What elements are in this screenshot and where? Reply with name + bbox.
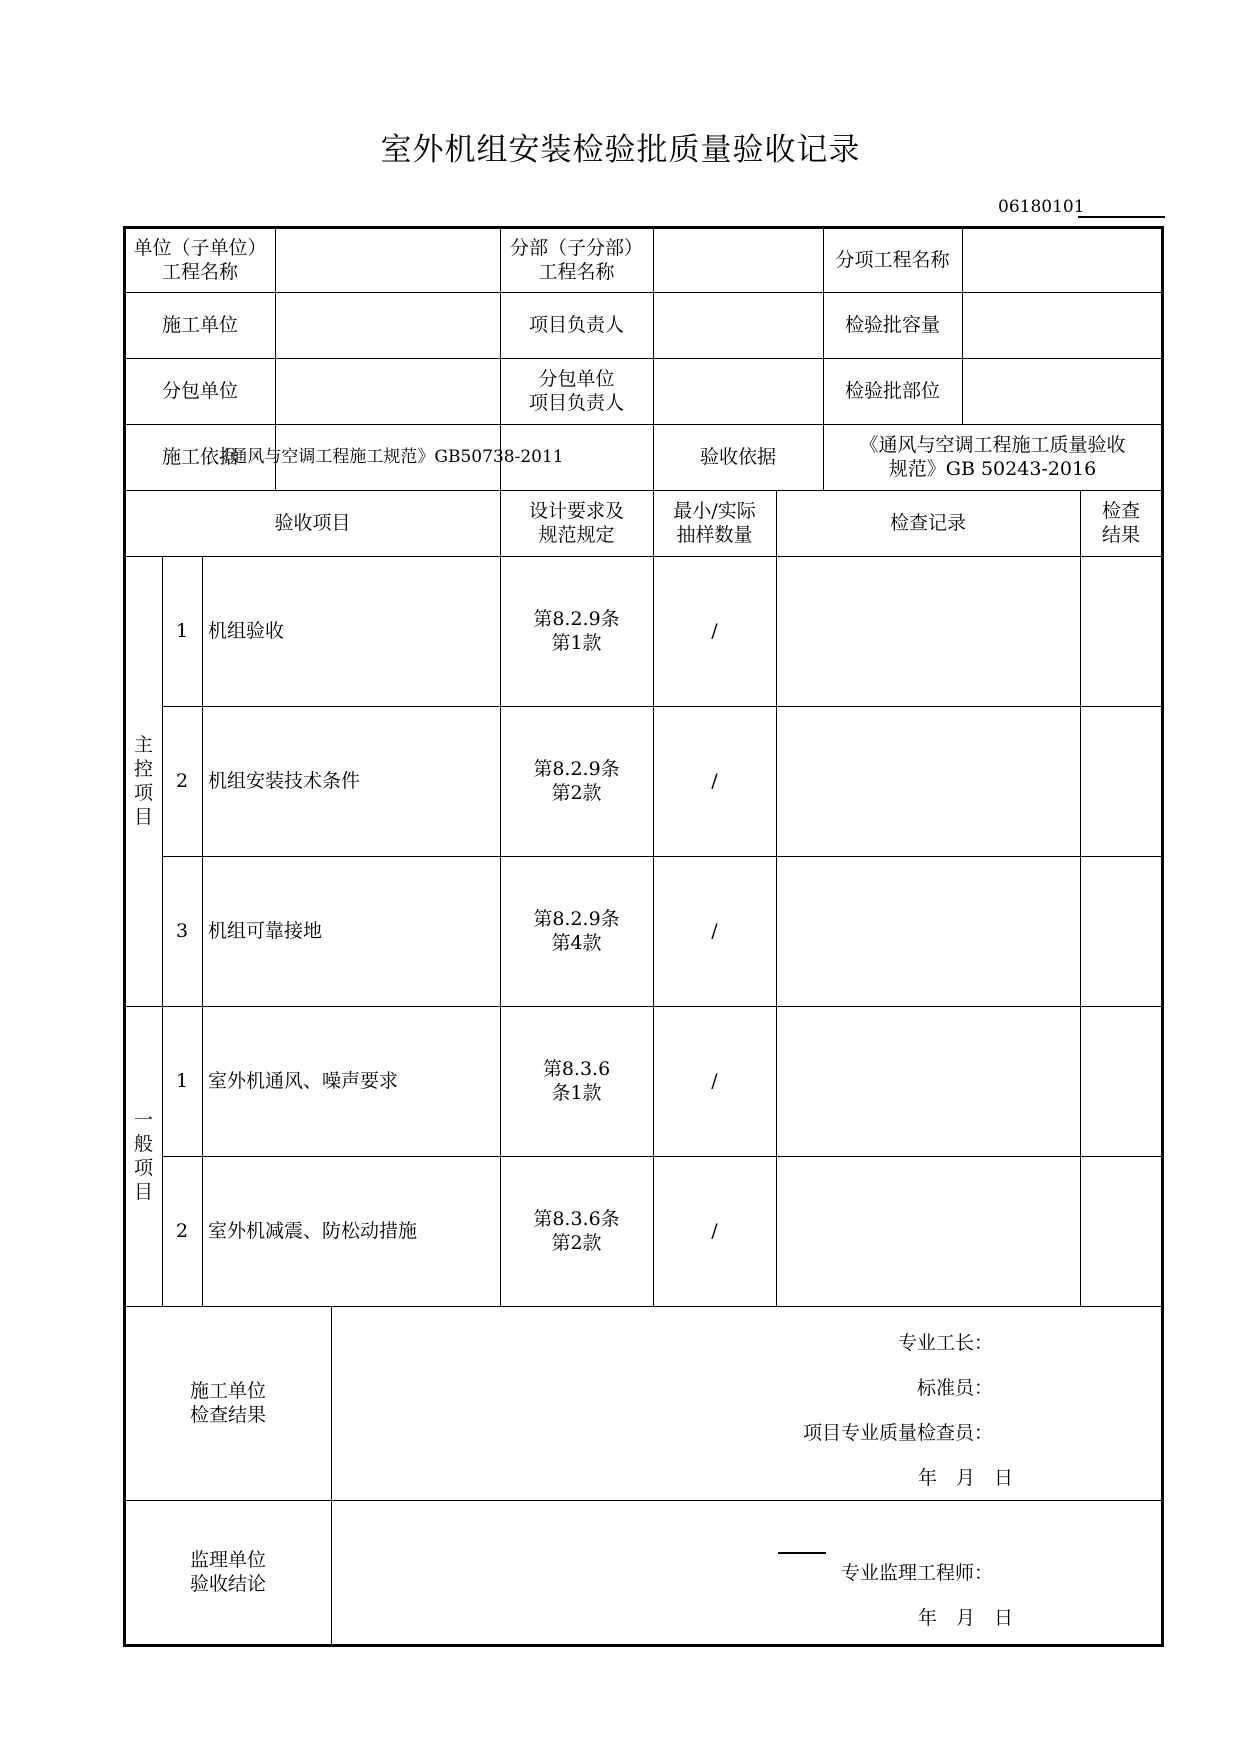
row-sample: / (711, 1070, 718, 1092)
batch-location-label: 检验批部位 (844, 380, 940, 402)
construction-date: 年 月 日 (917, 1467, 1013, 1489)
row-number: 2 (175, 1220, 189, 1242)
supervision-engineer-label: 专业监理工程师： (840, 1562, 993, 1584)
row-item: 室外机减震、防松动措施 (208, 1220, 418, 1242)
acceptance-basis-value: 《通风与空调工程施工质量验收 规范》GB 50243-2016 (859, 434, 1126, 480)
signature-line (778, 1552, 826, 1554)
batch-location-value[interactable] (962, 358, 1162, 424)
sub-division-label: 分部（子分部） 工程名称 (509, 237, 643, 283)
row-record[interactable] (776, 856, 1080, 1006)
row-sample: / (711, 770, 718, 792)
sub-division-value[interactable] (653, 228, 823, 292)
form-title: 室外机组安装检验批质量验收记录 (380, 132, 861, 168)
row-result[interactable] (1080, 706, 1162, 856)
construction-unit-label: 施工单位 (161, 314, 238, 336)
construction-basis-label: 施工依据 (161, 446, 238, 468)
batch-capacity-label: 检验批容量 (844, 314, 940, 336)
row-clause: 第8.2.9条 第4款 (533, 908, 620, 954)
row-record[interactable] (776, 556, 1080, 706)
row-number: 2 (175, 770, 189, 792)
supervision-date: 年 月 日 (917, 1607, 1013, 1629)
row-record[interactable] (776, 1006, 1080, 1156)
row-clause: 第8.2.9条 第1款 (533, 608, 620, 654)
row-item: 室外机通风、噪声要求 (208, 1070, 399, 1092)
unit-project-label: 单位（子单位） 工程名称 (133, 237, 267, 283)
form-code-underline (1078, 216, 1165, 218)
row-item: 机组安装技术条件 (208, 770, 361, 792)
unit-project-value[interactable] (277, 228, 500, 292)
construction-basis-value: 《通风与空调工程施工规范》GB50738-2011 (213, 447, 564, 467)
supervision-label: 监理单位 验收结论 (189, 1549, 266, 1595)
row-clause: 第8.2.9条 第2款 (533, 758, 620, 804)
row-number: 1 (175, 620, 189, 642)
row-item: 机组可靠接地 (208, 920, 323, 942)
row-sample: / (711, 1220, 718, 1242)
quality-inspector-label: 项目专业质量检查员： (802, 1422, 993, 1444)
col-sample-header: 最小/实际 抽样数量 (673, 500, 756, 546)
foreman-signature-label: 专业工长： (897, 1332, 993, 1354)
sub-item-label: 分项工程名称 (835, 249, 950, 271)
main-control-group-label: 主 控 项 目 (133, 734, 153, 828)
form-code: 06180101 (998, 197, 1085, 217)
row-number: 1 (175, 1070, 189, 1092)
rule (331, 1306, 332, 1644)
row-clause: 第8.3.6条 第2款 (533, 1208, 620, 1254)
col-record-header: 检查记录 (889, 512, 966, 534)
row-sample: / (711, 620, 718, 642)
row-number: 3 (175, 920, 189, 942)
row-result[interactable] (1080, 856, 1162, 1006)
row-item: 机组验收 (208, 620, 285, 642)
construction-check-label: 施工单位 检查结果 (189, 1380, 266, 1426)
col-item-header: 验收项目 (274, 512, 351, 534)
construction-unit-value[interactable] (277, 292, 500, 358)
project-manager-value[interactable] (653, 292, 823, 358)
row-result[interactable] (1080, 556, 1162, 706)
row-result[interactable] (1080, 1006, 1162, 1156)
batch-capacity-value[interactable] (962, 292, 1162, 358)
row-clause: 第8.3.6 条1款 (542, 1058, 611, 1104)
row-result[interactable] (1080, 1156, 1162, 1306)
subcontractor-manager-value[interactable] (653, 358, 823, 424)
acceptance-basis-label: 验收依据 (699, 446, 776, 468)
standard-officer-label: 标准员： (916, 1377, 993, 1399)
project-manager-label: 项目负责人 (528, 314, 624, 336)
row-record[interactable] (776, 706, 1080, 856)
subcontractor-manager-label: 分包单位 项目负责人 (528, 368, 624, 414)
sub-item-value[interactable] (962, 228, 1162, 292)
subcontractor-label: 分包单位 (161, 380, 238, 402)
row-record[interactable] (776, 1156, 1080, 1306)
subcontractor-value[interactable] (277, 358, 500, 424)
col-result-header: 检查 结果 (1101, 500, 1140, 546)
general-group-label: 一 般 项 目 (133, 1109, 153, 1203)
col-design-header: 设计要求及 规范规定 (528, 500, 624, 546)
row-sample: / (711, 920, 718, 942)
